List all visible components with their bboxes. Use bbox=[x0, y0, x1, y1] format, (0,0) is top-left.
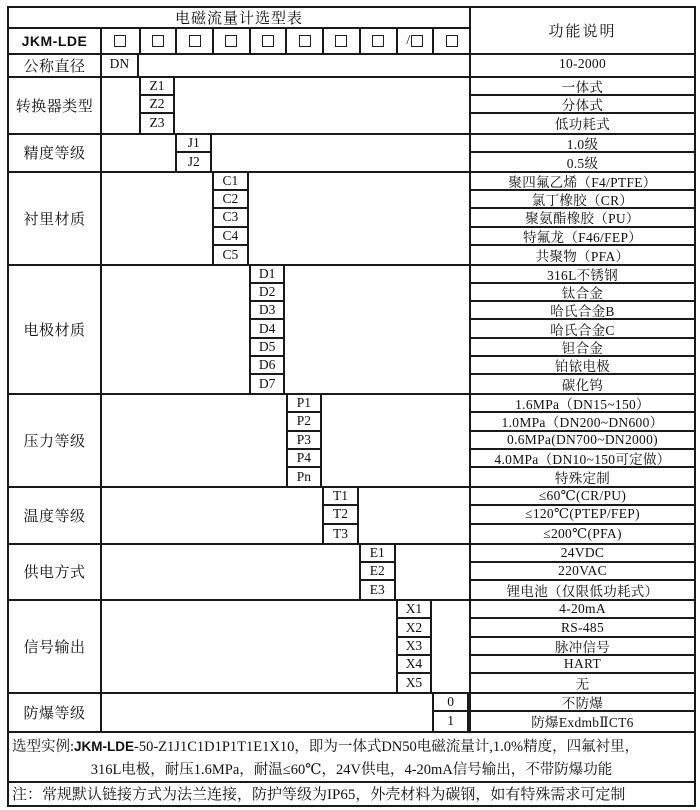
section-code-area bbox=[102, 694, 469, 730]
function-values-column bbox=[469, 266, 694, 393]
checkbox-icon bbox=[262, 35, 274, 47]
code-cell-DN: DN bbox=[109, 56, 130, 72]
empty-cell bbox=[102, 694, 432, 730]
code-cell-C3: C3 bbox=[214, 209, 247, 227]
code-cell-P4: P4 bbox=[288, 450, 321, 468]
code-cell-T3: T3 bbox=[333, 525, 349, 541]
code-slot-2 bbox=[139, 29, 176, 53]
selection-example bbox=[9, 731, 694, 781]
checkbox-icon bbox=[299, 35, 311, 47]
example-line-1-rest: -50-Z1J1C1D1P1T1E1X10，即为一体式DN50电磁流量计,1.0%精度，四氟衬里， bbox=[134, 738, 640, 755]
section-code-area bbox=[102, 55, 469, 76]
value-cell: 共聚物（PFA） bbox=[535, 248, 630, 264]
function-values-column bbox=[469, 55, 694, 76]
code-cell-X3: X3 bbox=[398, 638, 431, 656]
section-code-area bbox=[102, 173, 469, 264]
empty-cell bbox=[396, 545, 469, 600]
code-slot-8 bbox=[359, 29, 396, 53]
code-cell-D1: D1 bbox=[251, 266, 284, 284]
code-cell-E2: E2 bbox=[361, 563, 394, 581]
value-cell: 氯丁橡胶（CR） bbox=[471, 191, 694, 209]
code-column bbox=[212, 173, 249, 264]
model-code-row bbox=[9, 29, 469, 53]
section-power-supply bbox=[9, 543, 694, 600]
section-code-area bbox=[102, 488, 469, 543]
section-label: 衬里材质 bbox=[9, 173, 102, 264]
function-values-column bbox=[469, 173, 694, 264]
section-label: 电极材质 bbox=[9, 266, 102, 393]
code-cell-C4: C4 bbox=[214, 228, 247, 246]
section-label: 信号输出 bbox=[9, 601, 102, 692]
value-cell: 聚四氟乙烯（F4/PTFE） bbox=[471, 173, 694, 191]
empty-cell bbox=[102, 135, 175, 171]
checkbox-icon bbox=[152, 35, 164, 47]
slash-separator: / bbox=[406, 33, 411, 48]
empty-cell bbox=[102, 78, 139, 133]
code-slot-4 bbox=[212, 29, 249, 53]
section-code-area bbox=[102, 266, 469, 393]
empty-cell bbox=[102, 545, 359, 600]
empty-cell bbox=[102, 395, 286, 486]
code-column bbox=[102, 55, 139, 76]
empty-cell bbox=[102, 173, 212, 264]
value-cell: ≤60℃(CR/PU) bbox=[471, 488, 694, 506]
empty-cell bbox=[249, 173, 469, 264]
section-signal-output bbox=[9, 599, 694, 692]
section-temperature-grade bbox=[9, 486, 694, 543]
function-column-header: 功能说明 bbox=[469, 8, 694, 53]
value-cell: 4-20mA bbox=[471, 601, 694, 619]
empty-cell bbox=[175, 78, 469, 133]
code-slot-1 bbox=[102, 29, 139, 53]
value-cell: 低功耗式 bbox=[554, 117, 611, 133]
value-cell: 1.0级 bbox=[471, 135, 694, 153]
checkbox-icon bbox=[446, 35, 458, 47]
empty-cell bbox=[432, 601, 469, 692]
code-cell-E1: E1 bbox=[361, 545, 394, 563]
value-cell: ≤200℃(PFA) bbox=[543, 525, 622, 541]
flowmeter-selection-table bbox=[7, 6, 696, 807]
value-cell: 特氟龙（F46/FEP） bbox=[471, 228, 694, 246]
function-values-column bbox=[469, 395, 694, 486]
section-label: 公称直径 bbox=[9, 55, 102, 76]
section-label: 防爆等级 bbox=[9, 694, 102, 730]
code-cell-P2: P2 bbox=[288, 413, 321, 431]
example-model-code: JKM-LDE bbox=[74, 738, 135, 754]
checkbox-icon bbox=[372, 35, 384, 47]
code-cell-D5: D5 bbox=[251, 339, 284, 357]
section-code-area bbox=[102, 78, 469, 133]
value-cell: 分体式 bbox=[471, 96, 694, 114]
checkbox-icon bbox=[225, 35, 237, 47]
checkbox-icon bbox=[411, 35, 423, 47]
code-slot-row bbox=[102, 29, 469, 53]
code-cell-X1: X1 bbox=[398, 601, 431, 619]
section-code-area bbox=[102, 135, 469, 171]
empty-cell bbox=[212, 135, 469, 171]
selection-sections bbox=[9, 53, 694, 731]
value-cell: 316L不锈钢 bbox=[471, 266, 694, 284]
model-prefix: JKM-LDE bbox=[9, 29, 102, 53]
example-line-2: 316L电极，耐压1.6MPa，耐温≤60℃，24V供电，4-20mA信号输出，不带防爆功能 bbox=[90, 761, 613, 778]
code-cell-D6: D6 bbox=[251, 357, 284, 375]
code-cell-J1: J1 bbox=[177, 135, 210, 153]
section-pressure-grade bbox=[9, 393, 694, 486]
function-values-column bbox=[469, 78, 694, 133]
section-converter-type bbox=[9, 76, 694, 133]
header-left bbox=[9, 8, 469, 53]
empty-cell bbox=[102, 601, 396, 692]
section-label: 供电方式 bbox=[9, 545, 102, 600]
section-explosion-proof-grade bbox=[9, 692, 694, 730]
code-column bbox=[139, 78, 176, 133]
code-cell-P3: P3 bbox=[288, 432, 321, 450]
code-cell-Z2: Z2 bbox=[141, 96, 174, 114]
value-cell: 钽合金 bbox=[471, 339, 694, 357]
code-cell-D2: D2 bbox=[251, 284, 284, 302]
section-label: 温度等级 bbox=[9, 488, 102, 543]
value-cell: 防爆ExdmbⅡCT6 bbox=[531, 715, 634, 731]
code-cell-J2: J2 bbox=[187, 153, 200, 169]
value-cell: 无 bbox=[575, 677, 590, 693]
code-cell-Z3: Z3 bbox=[149, 115, 165, 131]
checkbox-icon bbox=[189, 35, 201, 47]
section-electrode-material bbox=[9, 264, 694, 393]
code-cell-1: 1 bbox=[447, 713, 455, 729]
value-cell: ≤120℃(PTEP/FEP) bbox=[471, 506, 694, 524]
value-cell: HART bbox=[471, 656, 694, 674]
value-cell: 1.0MPa（DN200~DN600） bbox=[471, 413, 694, 431]
code-slot-10 bbox=[432, 29, 469, 53]
empty-cell bbox=[322, 395, 469, 486]
code-slot-7 bbox=[322, 29, 359, 53]
value-cell: RS-485 bbox=[471, 619, 694, 637]
section-accuracy-grade bbox=[9, 133, 694, 171]
example-line-1 bbox=[9, 735, 694, 756]
table-header bbox=[9, 8, 694, 53]
function-values-column bbox=[469, 694, 694, 730]
section-label: 精度等级 bbox=[9, 135, 102, 171]
code-slot-5 bbox=[249, 29, 286, 53]
code-column bbox=[396, 601, 433, 692]
value-cell: 0.5级 bbox=[566, 155, 599, 171]
code-cell-E3: E3 bbox=[369, 582, 385, 598]
code-cell-C2: C2 bbox=[214, 191, 247, 209]
checkbox-icon bbox=[335, 35, 347, 47]
code-column bbox=[175, 135, 212, 171]
value-cell: 钛合金 bbox=[471, 284, 694, 302]
value-cell: 0.6MPa(DN700~DN2000) bbox=[471, 432, 694, 450]
section-code-area bbox=[102, 395, 469, 486]
value-cell: 脉冲信号 bbox=[471, 638, 694, 656]
value-cell: 碳化钨 bbox=[561, 378, 604, 394]
value-cell: 不防爆 bbox=[471, 694, 694, 712]
value-cell: 一体式 bbox=[471, 78, 694, 96]
section-nominal-diameter bbox=[9, 53, 694, 76]
code-slot-6 bbox=[285, 29, 322, 53]
code-slot-3 bbox=[175, 29, 212, 53]
code-cell-C5: C5 bbox=[222, 246, 239, 262]
value-cell: 4.0MPa（DN10~150可定做） bbox=[471, 450, 694, 468]
code-cell-Z1: Z1 bbox=[141, 78, 174, 96]
value-cell: 特殊定制 bbox=[554, 471, 611, 487]
code-cell-P1: P1 bbox=[288, 395, 321, 413]
code-column bbox=[249, 266, 286, 393]
function-values-column bbox=[469, 488, 694, 543]
code-cell-D3: D3 bbox=[251, 302, 284, 320]
code-cell-D7: D7 bbox=[258, 376, 276, 392]
note-line: 注：常规默认链接方式为法兰连接，防护等级为IP65，外壳材料为碳钢，如有特殊需求可定制 bbox=[9, 781, 694, 805]
section-label: 转换器类型 bbox=[9, 78, 102, 133]
code-cell-X4: X4 bbox=[398, 656, 431, 674]
code-column bbox=[359, 545, 396, 600]
value-cell: 220VAC bbox=[471, 563, 694, 581]
empty-cell bbox=[139, 55, 469, 76]
empty-cell bbox=[102, 266, 249, 393]
code-cell-C1: C1 bbox=[214, 173, 247, 191]
value-cell: 锂电池（仅限低功耗式） bbox=[506, 584, 659, 600]
code-slot-9 bbox=[396, 29, 433, 53]
empty-cell bbox=[359, 488, 469, 543]
section-code-area bbox=[102, 545, 469, 600]
code-cell-0: 0 bbox=[434, 694, 467, 712]
table-title: 电磁流量计选型表 bbox=[9, 8, 469, 29]
code-cell-D4: D4 bbox=[251, 320, 284, 338]
section-liner-material bbox=[9, 171, 694, 264]
section-label: 压力等级 bbox=[9, 395, 102, 486]
example-prefix: 选型实例: bbox=[12, 738, 75, 755]
code-column bbox=[286, 395, 323, 486]
code-cell-Pn: Pn bbox=[296, 469, 311, 485]
checkbox-icon bbox=[114, 35, 126, 47]
empty-cell bbox=[285, 266, 469, 393]
value-cell: 1.6MPa（DN15~150） bbox=[471, 395, 694, 413]
code-cell-T2: T2 bbox=[324, 506, 357, 524]
code-column bbox=[432, 694, 469, 730]
code-cell-X2: X2 bbox=[398, 619, 431, 637]
value-cell: 聚氨酯橡胶（PU） bbox=[471, 209, 694, 227]
function-values-column bbox=[469, 545, 694, 600]
empty-cell bbox=[102, 488, 322, 543]
section-code-area bbox=[102, 601, 469, 692]
function-values-column bbox=[469, 601, 694, 692]
value-cell: 10-2000 bbox=[558, 56, 607, 72]
code-column bbox=[322, 488, 359, 543]
value-cell: 铂铱电极 bbox=[471, 357, 694, 375]
value-cell: 24VDC bbox=[471, 545, 694, 563]
code-cell-T1: T1 bbox=[324, 488, 357, 506]
code-cell-X5: X5 bbox=[405, 675, 423, 691]
value-cell: 哈氏合金B bbox=[471, 302, 694, 320]
value-cell: 哈氏合金C bbox=[471, 320, 694, 338]
function-values-column bbox=[469, 135, 694, 171]
